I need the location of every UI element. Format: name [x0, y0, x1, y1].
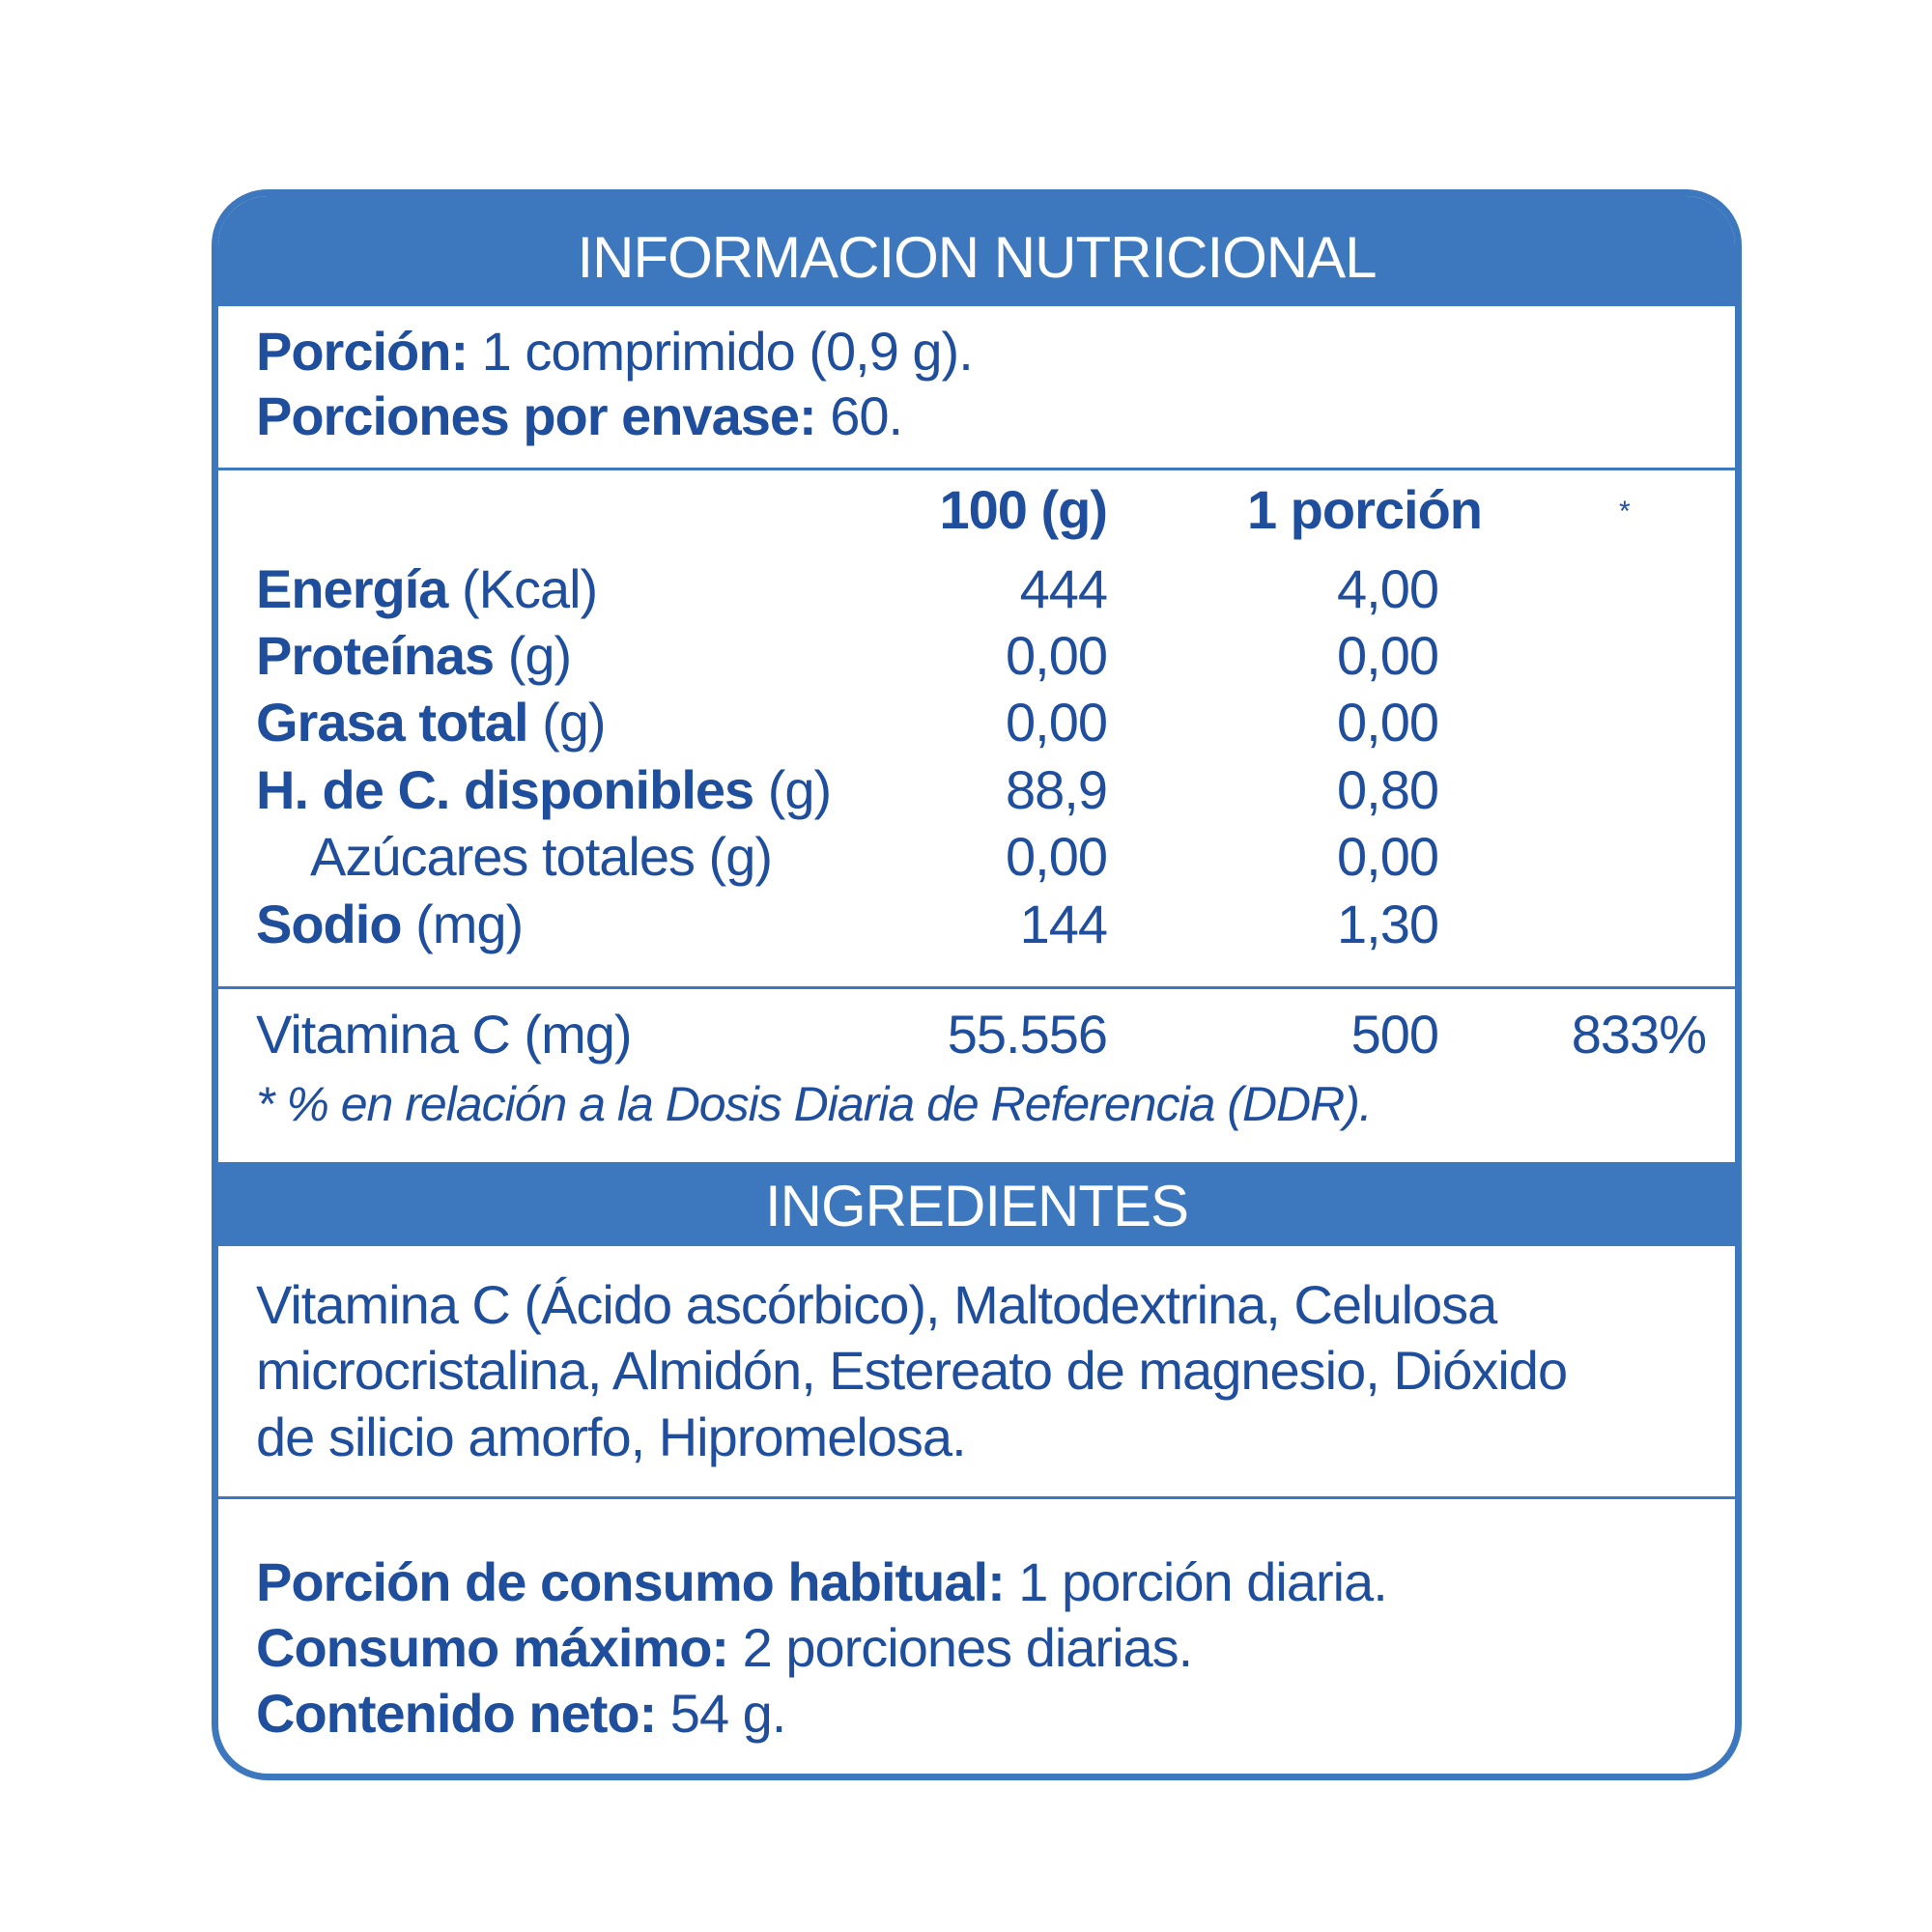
- divider: [218, 468, 1735, 470]
- ingredients-line-1: Vitamina C (Ácido ascórbico), Maltodextrina, Celulosa: [256, 1274, 1497, 1335]
- serving-size-value: 1 comprimido (0,9 g).: [468, 321, 973, 382]
- nutrient-row-energy: [256, 556, 597, 622]
- column-header-ddr: *: [1619, 496, 1630, 527]
- net-content-value: 54 g.: [656, 1683, 786, 1744]
- nutrient-row-total-fat: [256, 690, 606, 755]
- nutrient-name: Energía: [256, 558, 448, 619]
- vitamin-c-value-portion: 500: [1350, 1004, 1438, 1065]
- nutrient-unit: Azúcares totales (g): [310, 826, 772, 887]
- habitual-consumption-value: 1 porción diaria.: [1004, 1551, 1387, 1612]
- net-content-label: Contenido neto:: [256, 1683, 657, 1744]
- nutrient-unit: (g): [753, 759, 832, 820]
- nutrient-value-100g: 444: [1019, 558, 1107, 619]
- nutrient-value-portion: 4,00: [1337, 558, 1438, 619]
- nutrient-value-portion: 0,80: [1337, 759, 1438, 820]
- nutrient-name: H. de C. disponibles: [256, 759, 754, 820]
- nutrient-row-sodium: [256, 892, 523, 957]
- vitamin-c-name: Vitamina C (mg): [256, 1004, 632, 1065]
- max-consumption-value: 2 porciones diarias.: [728, 1617, 1193, 1678]
- vitamin-c-ddr: 833%: [1571, 1004, 1706, 1065]
- ingredients-title: INGREDIENTES: [218, 1162, 1735, 1246]
- nutrient-value-portion: 0,00: [1337, 826, 1438, 887]
- serving-size-line: [256, 319, 973, 384]
- divider: [218, 1496, 1735, 1499]
- habitual-consumption-label: Porción de consumo habitual:: [256, 1551, 1005, 1612]
- nutrition-label-panel: [212, 189, 1742, 1780]
- max-consumption-line: [256, 1615, 1192, 1681]
- nutrient-value-100g: 0,00: [1006, 826, 1107, 887]
- nutrient-unit: (g): [494, 625, 572, 686]
- divider: [218, 986, 1735, 989]
- vitamin-c-value-100g: 55.556: [947, 1004, 1107, 1065]
- nutrient-row-sugars: [310, 824, 772, 890]
- nutrient-value-100g: 88,9: [1006, 759, 1107, 820]
- nutrient-value-100g: 0,00: [1006, 692, 1107, 753]
- nutrient-row-protein: [256, 623, 571, 689]
- nutrient-name: Grasa total: [256, 692, 528, 753]
- nutrient-value-100g: 0,00: [1006, 625, 1107, 686]
- servings-per-container-value: 60.: [815, 385, 903, 446]
- nutrient-value-100g: 144: [1019, 894, 1107, 954]
- nutrient-unit: (mg): [401, 894, 524, 954]
- nutrient-row-carbs: [256, 757, 831, 823]
- ingredients-line-2: microcristalina, Almidón, Estereato de magnesio, Dióxido: [256, 1340, 1568, 1401]
- nutrient-name: Sodio: [256, 894, 402, 954]
- habitual-consumption-line: [256, 1549, 1387, 1615]
- ddr-footnote: * % en relación a la Dosis Diaria de Referencia (DDR).: [256, 1077, 1372, 1131]
- net-content-line: [256, 1681, 785, 1747]
- nutrient-unit: (Kcal): [447, 558, 598, 619]
- max-consumption-label: Consumo máximo:: [256, 1617, 729, 1678]
- servings-per-container-label: Porciones por envase:: [256, 385, 816, 446]
- nutrient-value-portion: 0,00: [1337, 692, 1438, 753]
- column-header-portion: 1 porción: [1246, 479, 1482, 540]
- nutrition-title: INFORMACION NUTRICIONAL: [218, 196, 1735, 306]
- nutrient-value-portion: 1,30: [1337, 894, 1438, 954]
- servings-per-container-line: [256, 384, 902, 449]
- nutrient-unit: (g): [527, 692, 606, 753]
- nutrient-value-portion: 0,00: [1337, 625, 1438, 686]
- serving-size-label: Porción:: [256, 321, 469, 382]
- column-header-100g: 100 (g): [939, 479, 1107, 540]
- nutrient-name: Proteínas: [256, 625, 495, 686]
- ingredients-line-3: de silicio amorfo, Hipromelosa.: [256, 1406, 966, 1467]
